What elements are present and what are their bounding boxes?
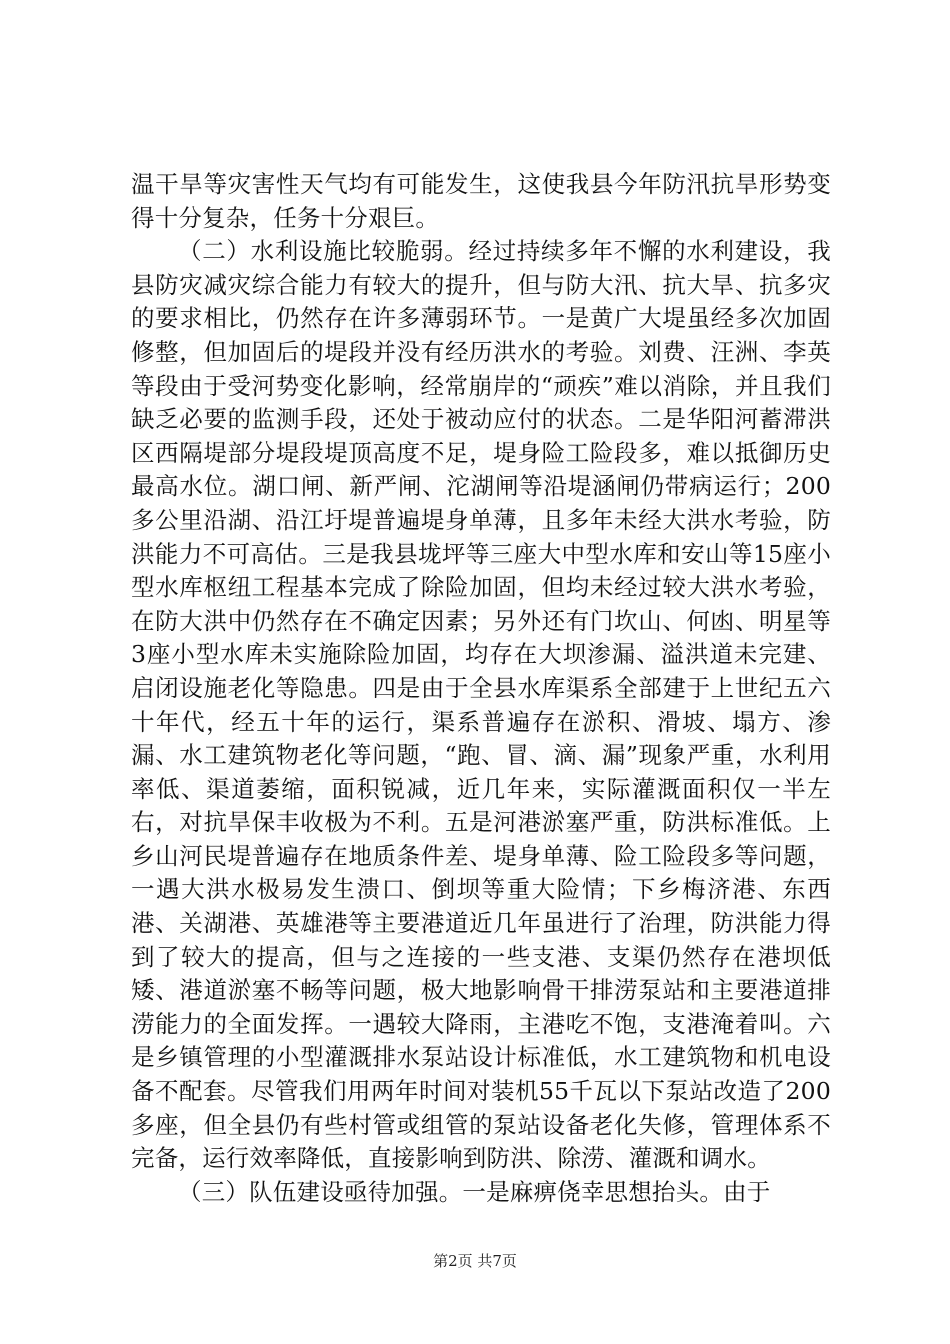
paragraph-water-facilities: （二）水利设施比较脆弱。经过持续多年不懈的水利建设，我县防灾减灾综合能力有较大的提升，但与防大汛、抗大旱、抗多灾的要求相比，仍然存在许多薄弱环节。一是黄广大堤虽经多次加固修整，但加固后的堤段并没有经历洪水的考验。刘费、汪洲、李英等段由于受河势变化影响，经常崩岸的“顽疾”难以消除，并且我们缺乏必要的监测手段，还处于被动应付的状态。二是华阳河蓄滞洪区西隔堤部分堤段堤顶高度不足，堤身险工险段多，难以抵御历史最高水位。湖口闸、新严闸、沱湖闸等沿堤涵闸仍带病运行；200多公里沿湖、沿江圩堤普遍堤身单薄，且多年未经大洪水考验，防洪能力不可高估。三是我县垅坪等三座大中型水库和安山等15座小型水库枢纽工程基本完成了除险加固，但均未经过较大洪水考验，在防大洪中仍然存在不确定因素；另外还有门坎山、何凼、明星等3座小型水库未实施除险加固，均存在大坝渗漏、溢洪道未完建、启闭设施老化等隐患。四是由于全县水库渠系全部建于上世纪五六十年代，经五十年的运行，渠系普遍存在淤积、滑坡、塌方、渗漏、水工建筑物老化等问题，“跑、冒、滴、漏”现象严重，水利用率低、渠道萎缩，面积锐减，近几年来，实际灌溉面积仅一半左右，对抗旱保丰收极为不利。五是河港淤塞严重，防洪标准低。上乡山河民堤普遍存在地质条件差、堤身单薄、险工险段多等问题，一遇大洪水极易发生溃口、倒坝等重大险情；下乡梅济港、东西港、关湖港、英雄港等主要港道近几年虽进行了治理，防洪能力得到了较大的提高，但与之连接的一些支港、支渠仍然存在港坝低矮、港道淤塞不畅等问题，极大地影响骨干排涝泵站和主要港道排涝能力的全面发挥。一遇较大降雨，主港吃不饱，支港淹着叫。六是乡镇管理的小型灌溉排水泵站设计标准低，水工建筑物和机电设备不配套。尽管我们用两年时间对装机55千瓦以下泵站改造了200多座，但全县仍有些村管或组管的泵站设备老化失修，管理体系不完备，运行效率降低，直接影响到防洪、除涝、灌溉和调水。 [131, 237, 831, 1173]
page-number-footer: 第2页 共7页 [433, 1252, 517, 1270]
paragraph-continuation: 温干旱等灾害性天气均有可能发生，这使我县今年防汛抗旱形势变得十分复杂，任务十分艰巨。 [131, 170, 831, 232]
paragraph-team-building: （三）队伍建设亟待加强。一是麻痹侥幸思想抬头。由于 [178, 1177, 771, 1206]
document-body [131, 168, 831, 1209]
